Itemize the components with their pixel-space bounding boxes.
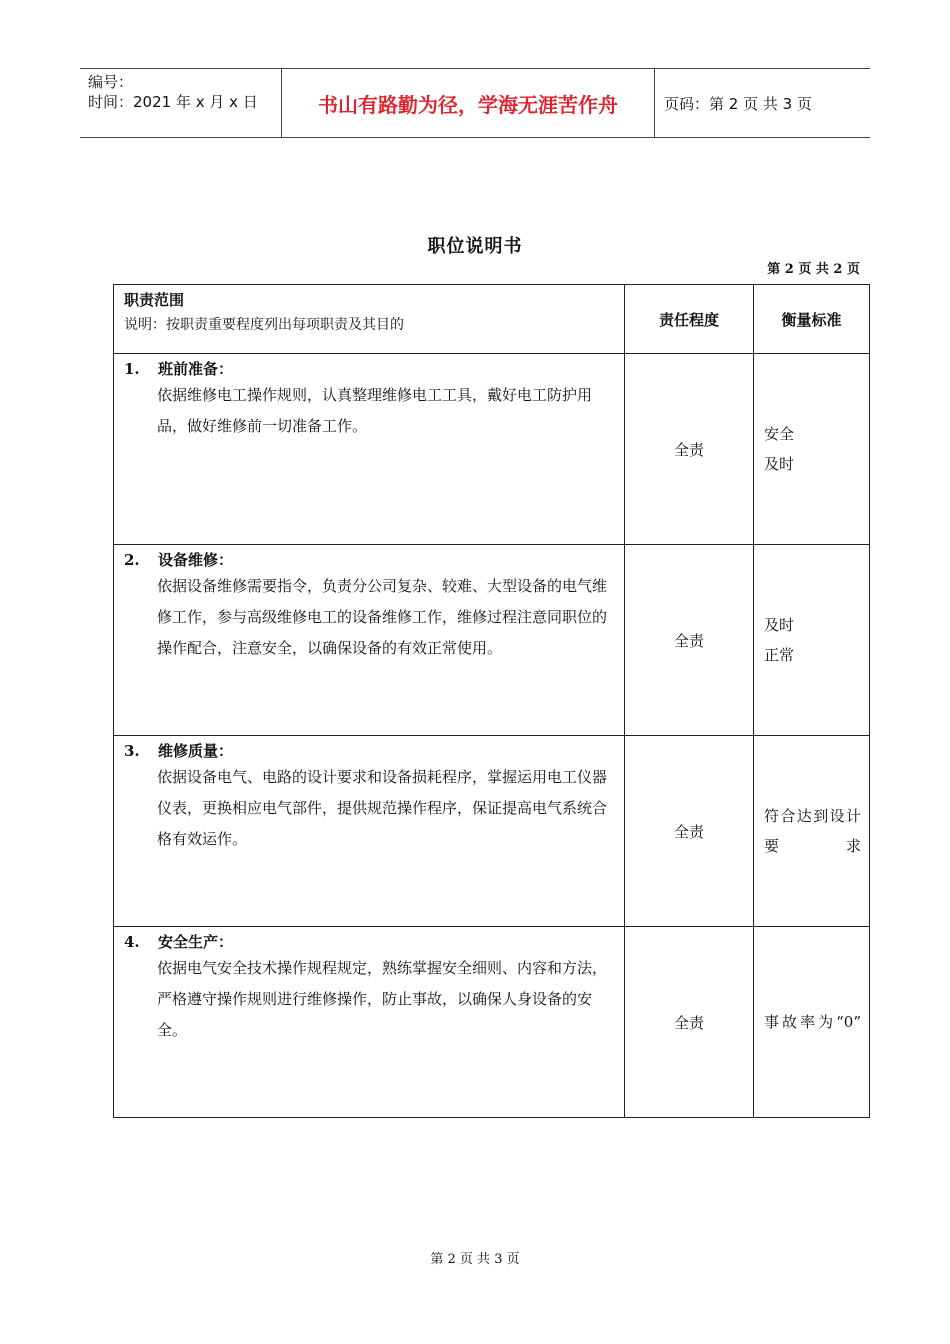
duty-cell xyxy=(114,736,625,927)
table-row xyxy=(114,927,870,1118)
duty-cell xyxy=(114,545,625,736)
duty-title: 安全生产： xyxy=(158,933,234,951)
duty-description: 依据维修电工操作规则，认真整理维修电工工具，戴好电工防护用品，做好维修前一切准备工作。 xyxy=(157,386,593,435)
duty-title: 设备维修： xyxy=(158,551,234,569)
table-row xyxy=(114,354,870,545)
number-label: 编号： xyxy=(88,73,134,91)
page-indicator: 第 2 页 共 2 页 xyxy=(767,262,860,277)
time-label: 时间：2021 年 x 月 x 日 xyxy=(88,93,258,111)
duty-number: 1. xyxy=(124,360,140,378)
duty-cell xyxy=(114,354,625,545)
header-motto: 书山有路勤为径，学海无涯苦作舟 xyxy=(281,69,655,137)
table-row xyxy=(114,736,870,927)
duty-title: 维修质量： xyxy=(158,742,234,760)
duty-title: 班前准备： xyxy=(158,360,234,378)
page-footer: 第 2 页 共 3 页 xyxy=(430,1252,520,1267)
measurement-standard: 及时 正常 xyxy=(754,545,870,736)
responsibility-degree: 全责 xyxy=(625,545,754,736)
scope-note: 说明：按职责重要程度列出每项职责及其目的 xyxy=(124,317,404,333)
responsibility-degree: 全责 xyxy=(625,736,754,927)
duties-table xyxy=(113,284,870,1118)
measurement-standard: 安全 及时 xyxy=(754,354,870,545)
scope-title: 职责范围 xyxy=(124,291,185,309)
duty-description: 依据电气安全技术操作规程规定，熟练掌握安全细则、内容和方法，严格遵守操作规则进行维修操作，防止事故，以确保人身设备的安全。 xyxy=(157,959,608,1039)
document-title: 职位说明书 xyxy=(427,236,523,257)
measurement-standard: 符合达到设计要求 xyxy=(754,736,870,927)
duty-description: 依据设备电气、电路的设计要求和设备损耗程序，掌握运用电工仪器仪表，更换相应电气部件，提供规范操作程序，保证提高电气系统合格有效运作。 xyxy=(157,768,608,848)
duty-number: 4. xyxy=(124,933,140,951)
degree-header: 责任程度 xyxy=(625,285,754,354)
measurement-standard: 事故率为“0” xyxy=(754,927,870,1118)
responsibility-degree: 全责 xyxy=(625,927,754,1118)
header-page-info: 页码：第 2 页 共 3 页 xyxy=(664,94,812,113)
duty-cell xyxy=(114,927,625,1118)
measure-header: 衡量标准 xyxy=(754,285,870,354)
duty-number: 2. xyxy=(124,551,140,569)
duty-description: 依据设备维修需要指令，负责分公司复杂、较难、大型设备的电气维修工作，参与高级维修电工的设备维修工作，维修过程注意同职位的操作配合，注意安全，以确保设备的有效正常使用。 xyxy=(157,577,608,657)
scope-header xyxy=(114,285,625,354)
header-meta xyxy=(80,69,280,137)
duty-number: 3. xyxy=(124,742,140,760)
table-row xyxy=(114,545,870,736)
page-header xyxy=(80,68,870,138)
table-header-row xyxy=(114,285,870,354)
responsibility-degree: 全责 xyxy=(625,354,754,545)
